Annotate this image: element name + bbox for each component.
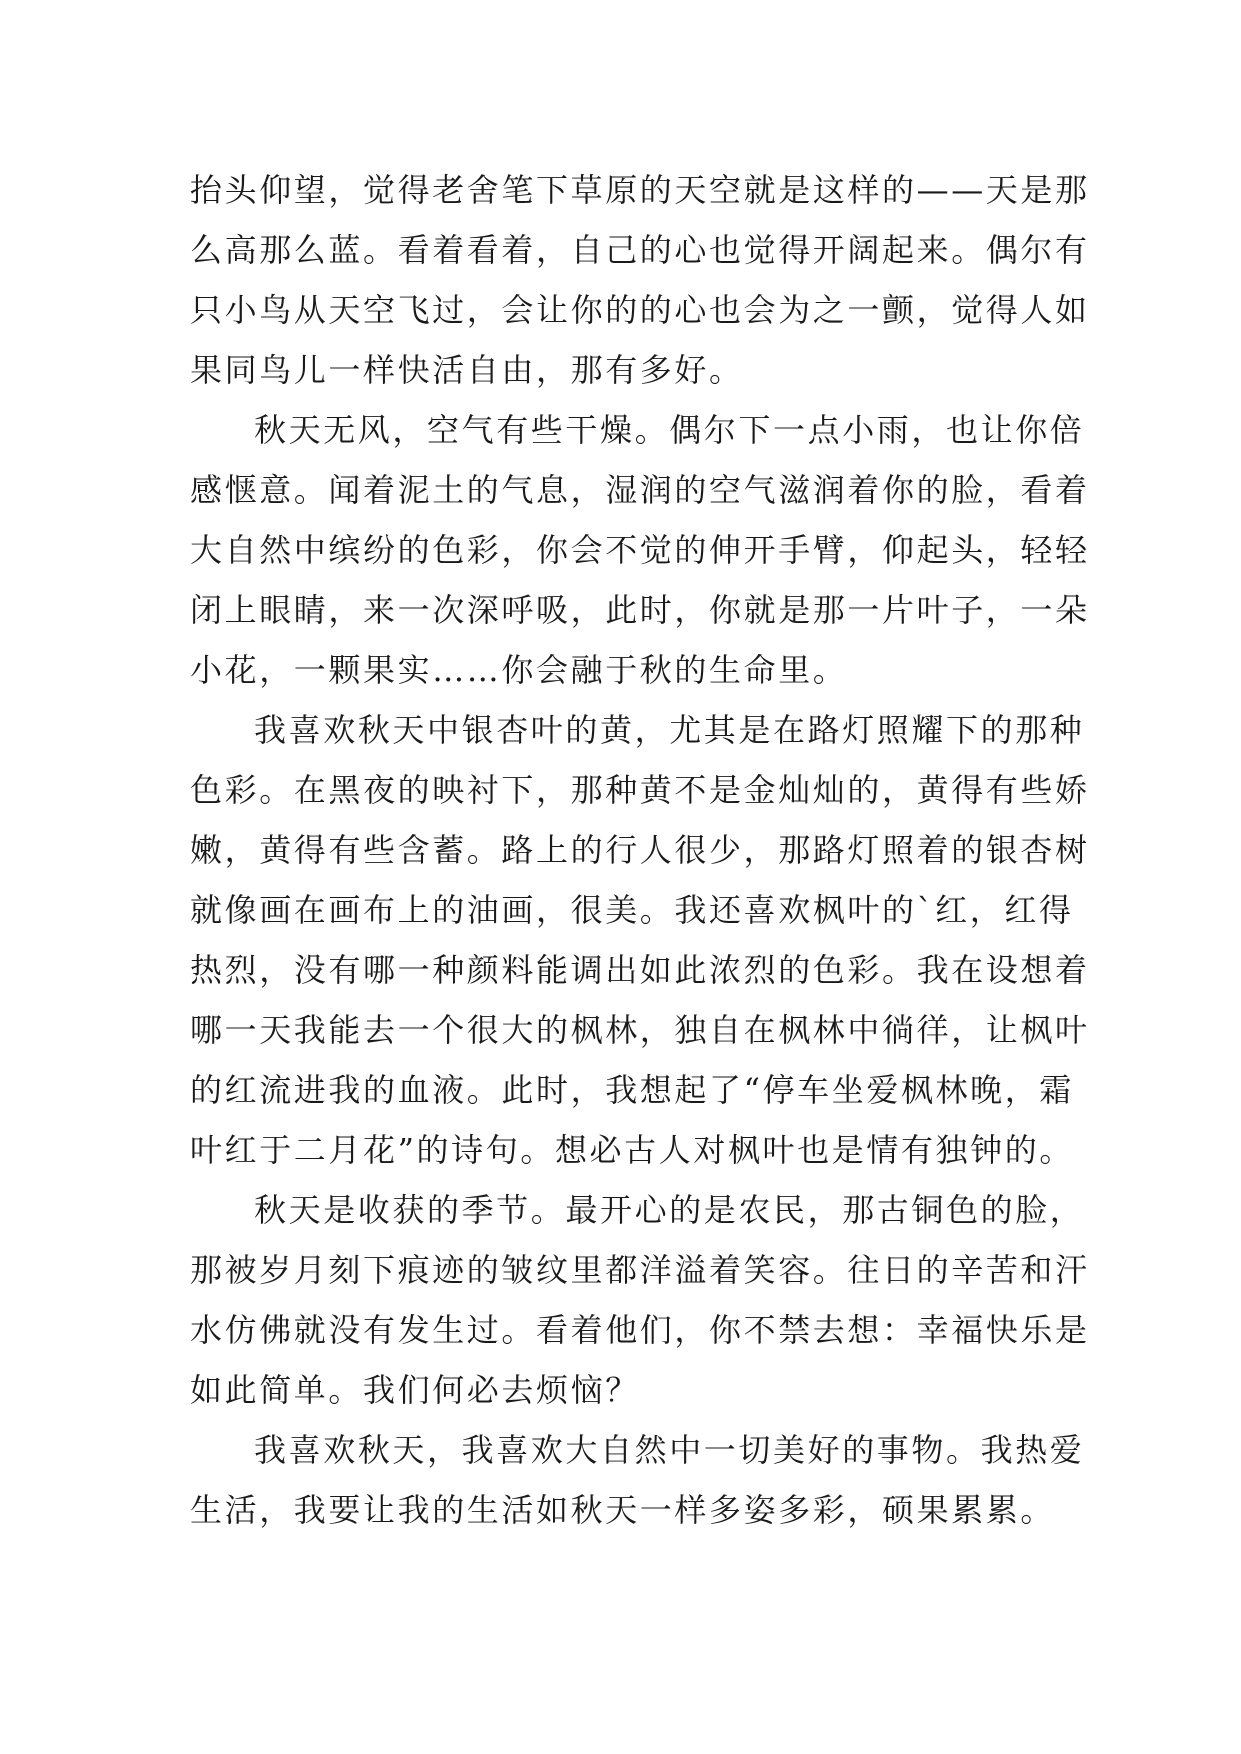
text-line: 那被岁月刻下痕迹的皱纹里都洋溢着笑容。往日的辛苦和汗 xyxy=(190,1251,1090,1289)
text-line: 水仿佛就没有发生过。看着他们，你不禁去想：幸福快乐是 xyxy=(190,1311,1090,1349)
text-line: 嫩，黄得有些含蓄。路上的行人很少，那路灯照着的银杏树 xyxy=(190,831,1090,869)
text-line: 的红流进我的血液。此时，我想起了“停车坐爱枫林晚，霜 xyxy=(190,1071,1074,1109)
text-line: 只小鸟从天空飞过，会让你的的心也会为之一颤，觉得人如 xyxy=(190,291,1090,329)
document-body xyxy=(190,160,1090,1540)
paragraph xyxy=(190,160,1090,400)
text-line: 如此简单。我们何必去烦恼？ xyxy=(190,1371,640,1409)
text-line: 闭上眼睛，来一次深呼吸，此时，你就是那一片叶子，一朵 xyxy=(190,591,1090,629)
text-line: 叶红于二月花”的诗句。想必古人对枫叶也是情有独钟的。 xyxy=(190,1131,1074,1169)
text-line: 热烈，没有哪一种颜料能调出如此浓烈的色彩。我在设想着 xyxy=(190,951,1090,989)
text-line: 我喜欢秋天，我喜欢大自然中一切美好的事物。我热爱 xyxy=(254,1431,1085,1469)
paragraph xyxy=(190,1420,1085,1540)
text-line: 果同鸟儿一样快活自由，那有多好。 xyxy=(190,351,744,389)
text-line: 抬头仰望，觉得老舍笔下草原的天空就是这样的——天是那 xyxy=(190,171,1090,209)
text-line: 哪一天我能去一个很大的枫林，独自在枫林中徜徉，让枫叶 xyxy=(190,1011,1090,1049)
text-line: 色彩。在黑夜的映衬下，那种黄不是金灿灿的，黄得有些娇 xyxy=(190,771,1090,809)
paragraph xyxy=(190,400,1090,700)
text-line: 我喜欢秋天中银杏叶的黄，尤其是在路灯照耀下的那种 xyxy=(254,711,1085,749)
text-line: 小花，一颗果实……你会融于秋的生命里。 xyxy=(190,651,848,689)
paragraph xyxy=(190,1180,1090,1420)
text-line: 秋天无风，空气有些干燥。偶尔下一点小雨，也让你倍 xyxy=(254,411,1085,449)
text-line: 感惬意。闻着泥土的气息，湿润的空气滋润着你的脸，看着 xyxy=(190,471,1090,509)
text-line: 就像画在画布上的油画，很美。我还喜欢枫叶的`红，红得 xyxy=(190,891,1074,929)
text-line: 大自然中缤纷的色彩，你会不觉的伸开手臂，仰起头，轻轻 xyxy=(190,531,1090,569)
text-line: 生活，我要让我的生活如秋天一样多姿多彩，硕果累累。 xyxy=(190,1491,1056,1529)
text-line: 秋天是收获的季节。最开心的是农民，那古铜色的脸， xyxy=(254,1191,1085,1229)
text-line: 么高那么蓝。看着看着，自己的心也觉得开阔起来。偶尔有 xyxy=(190,231,1090,269)
paragraph xyxy=(190,700,1090,1180)
